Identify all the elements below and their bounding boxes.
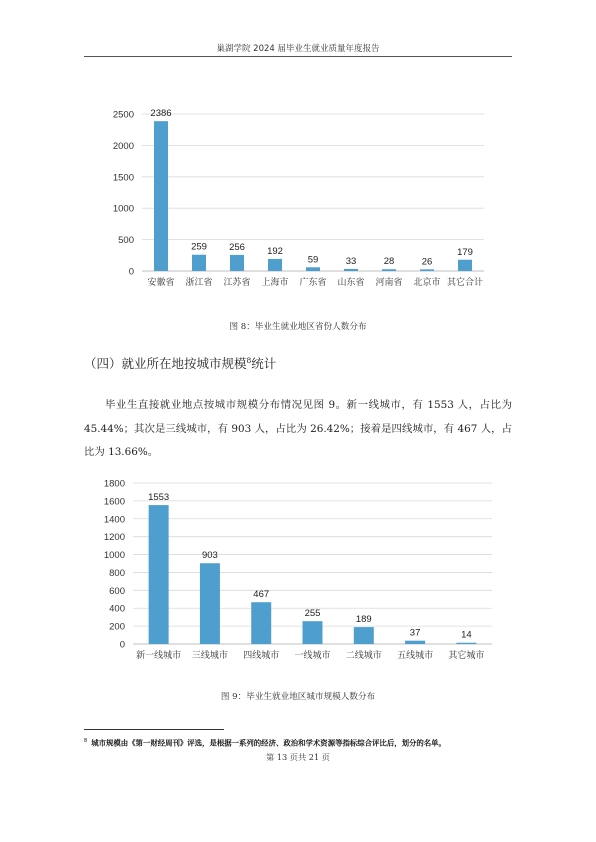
- y-tick-label: 1500: [112, 172, 134, 184]
- page-number: 第 13 页共 21 页: [266, 752, 330, 762]
- bar-value-label: 2386: [150, 108, 172, 120]
- y-tick-label: 200: [109, 621, 125, 633]
- bar-value-label: 26: [421, 256, 433, 268]
- x-category-label: 安徽省: [147, 277, 175, 287]
- footnote-mark: 8: [84, 738, 88, 744]
- y-tick-label: 600: [109, 585, 125, 597]
- x-category-label: 河南省: [375, 277, 403, 287]
- figure-9-caption: 图 9：毕业生就业地区城市规模人数分布: [220, 692, 376, 702]
- y-tick-label: 1200: [103, 532, 125, 544]
- y-tick-label: 0: [119, 639, 125, 651]
- footnote-rule: [84, 729, 224, 730]
- y-tick-label: 400: [109, 603, 125, 615]
- figure-8-caption: 图 8：毕业生就业地区省份人数分布: [229, 322, 367, 332]
- bar-value-label: 33: [345, 255, 357, 267]
- y-tick-label: 1600: [103, 496, 125, 508]
- footnote: [84, 736, 514, 748]
- x-category-label: 其它合计: [446, 277, 484, 287]
- bar: [149, 505, 169, 644]
- bar-value-label: 59: [307, 254, 319, 266]
- y-tick-label: 500: [118, 235, 134, 247]
- y-tick-label: 2500: [112, 109, 134, 121]
- bar: [354, 627, 374, 644]
- footnote-text: 城市规模由《第一财经周刊》评选，是根据一系列的经济、政治和学术资源等指标综合评比后，划分的名单。: [91, 738, 446, 748]
- bar: [251, 602, 271, 644]
- body-paragraph: 毕业生直接就业地点按城市规模分布情况见图 9。新一线城市，有 1553 人，占比为 45.44%；其次是三线城市，有 903 人，占比为 26.42%；接着是四线城市，有 467 人，占比为 13.66%。: [84, 399, 512, 458]
- x-category-label: 北京市: [413, 277, 441, 287]
- bar: [200, 563, 220, 644]
- x-category-label: 一线城市: [294, 650, 331, 660]
- bar-value-label: 37: [409, 627, 421, 639]
- bar-value-label: 256: [229, 241, 245, 253]
- page-header: 巢湖学院 2024 届毕业生就业质量年度报告: [216, 44, 380, 54]
- x-category-label: 三线城市: [191, 650, 228, 660]
- bar-value-label: 192: [267, 245, 283, 257]
- bar-value-label: 28: [383, 256, 395, 268]
- section-heading-tail: 统计: [251, 356, 277, 371]
- section-heading-text: （四）就业所在地按城市规模: [84, 356, 247, 371]
- x-category-label: 二线城市: [345, 650, 382, 660]
- x-category-label: 五线城市: [397, 650, 434, 660]
- y-tick-label: 1000: [103, 550, 125, 562]
- x-category-label: 山东省: [337, 277, 365, 287]
- x-category-label: 新一线城市: [136, 650, 182, 660]
- footnote-ref: 8: [246, 355, 252, 365]
- bar-value-label: 179: [457, 246, 473, 258]
- bar-value-label: 189: [355, 614, 372, 626]
- bar-value-label: 1553: [148, 492, 170, 504]
- y-tick-label: 1800: [103, 478, 125, 490]
- y-tick-label: 800: [109, 567, 125, 579]
- bar-value-label: 467: [253, 589, 270, 601]
- bar-value-label: 903: [201, 550, 218, 562]
- bar: [303, 621, 323, 644]
- y-tick-label: 0: [128, 266, 134, 278]
- bar: [405, 641, 425, 644]
- x-category-label: 其它城市: [448, 650, 485, 660]
- y-tick-label: 2000: [112, 140, 134, 152]
- bar-value-label: 255: [304, 608, 321, 620]
- y-tick-label: 1000: [112, 203, 134, 215]
- y-tick-label: 1400: [103, 514, 125, 526]
- x-category-label: 江苏省: [223, 277, 251, 287]
- x-category-label: 广东省: [299, 277, 327, 287]
- x-category-label: 浙江省: [185, 277, 213, 287]
- bar-value-label: 259: [191, 241, 207, 253]
- bar-value-label: 14: [461, 629, 472, 641]
- x-category-label: 上海市: [261, 277, 289, 287]
- x-category-label: 四线城市: [243, 650, 280, 660]
- bar: [456, 643, 476, 644]
